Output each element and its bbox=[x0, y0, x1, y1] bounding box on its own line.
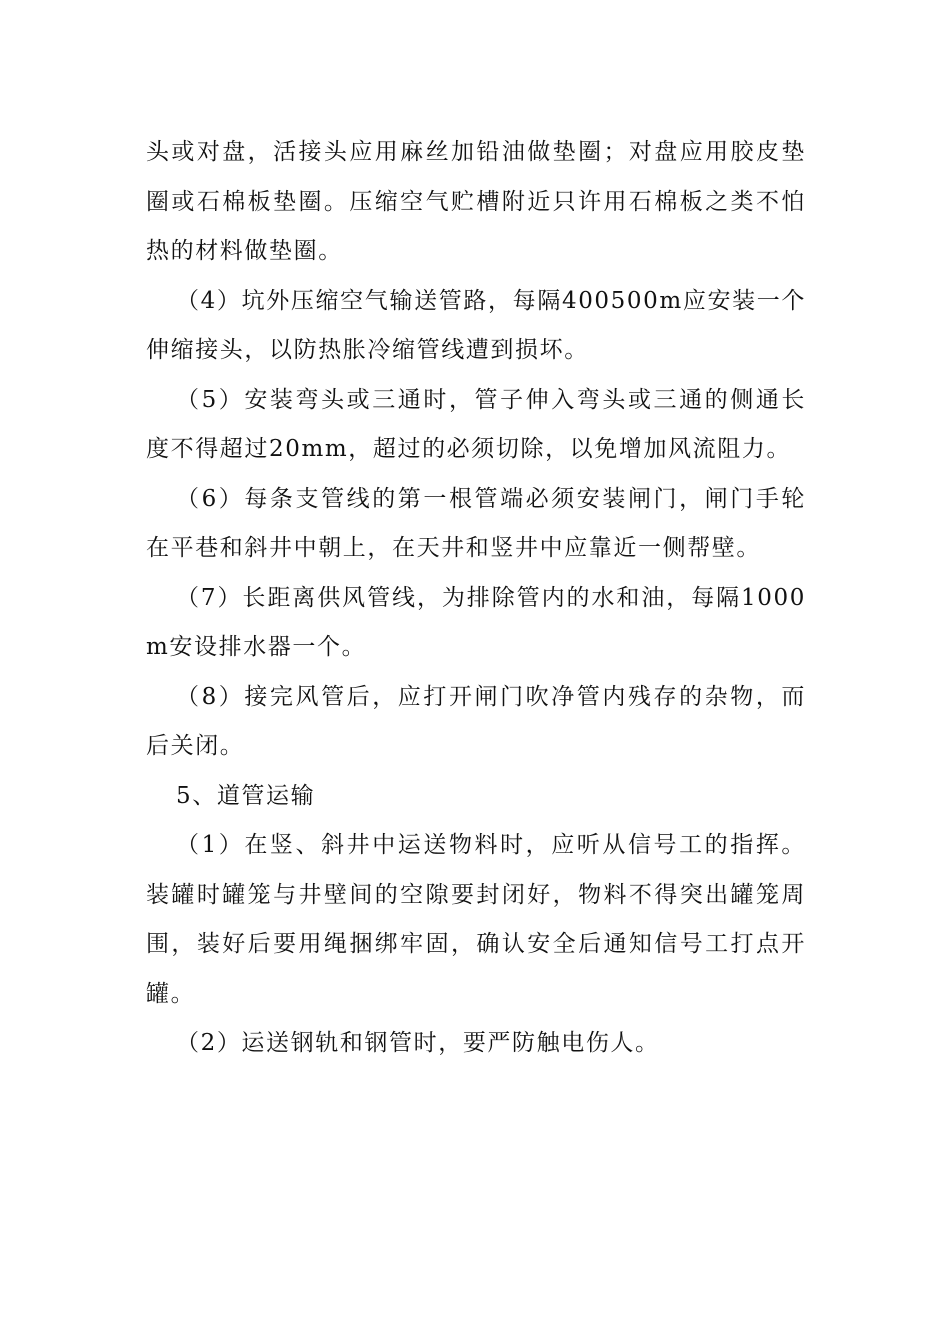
paragraph-item-8: （8）接完风管后，应打开闸门吹净管内残存的杂物，而后关闭。 bbox=[146, 683, 806, 759]
paragraph-item-6: （6）每条支管线的第一根管端必须安装闸门，闸门手轮在平巷和斜井中朝上，在天井和竖井中应靠近一侧帮壁。 bbox=[146, 485, 806, 561]
paragraph-transport-item-2: （2）运送钢轨和钢管时，要严防触电伤人。 bbox=[176, 1030, 660, 1056]
document-body bbox=[146, 128, 806, 1069]
paragraph-item-7: （7）长距离供风管线，为排除管内的水和油，每隔1000m安设排水器一个。 bbox=[146, 584, 806, 660]
paragraph-continuation: 头或对盘，活接头应用麻丝加铅油做垫圈；对盘应用胶皮垫圈或石棉板垫圈。压缩空气贮槽附近只许用石棉板之类不怕热的材料做垫圈。 bbox=[146, 139, 806, 264]
paragraph-transport-item-1: （1）在竖、斜井中运送物料时，应听从信号工的指挥。装罐时罐笼与井壁间的空隙要封闭好，物料不得突出罐笼周围，装好后要用绳捆绑牢固，确认安全后通知信号工打点开罐。 bbox=[146, 832, 806, 1007]
paragraph-item-5: （5）安装弯头或三通时，管子伸入弯头或三通的侧通长度不得超过20mm，超过的必须切除，以免增加风流阻力。 bbox=[146, 386, 806, 462]
section-heading-5: 5、道管运输 bbox=[176, 782, 316, 809]
paragraph-item-4: （4）坑外压缩空气输送管路，每隔400500m应安装一个伸缩接头，以防热胀冷缩管线遭到损坏。 bbox=[146, 287, 806, 363]
